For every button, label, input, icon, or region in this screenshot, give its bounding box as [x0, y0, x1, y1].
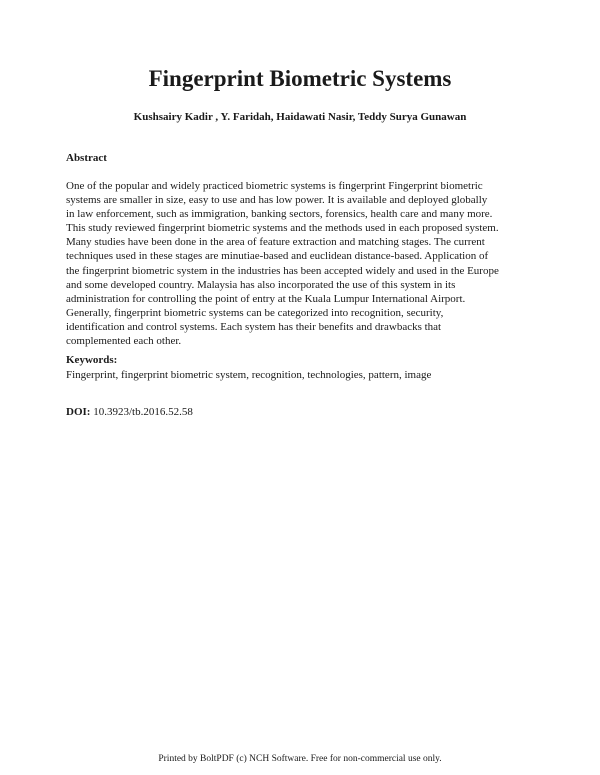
paper-title: Fingerprint Biometric Systems	[148, 66, 452, 91]
keywords-list: Fingerprint, fingerprint biometric system, recognition, technologies, pattern, image	[66, 369, 432, 381]
doi-label: DOI:	[66, 406, 91, 418]
abstract-body	[66, 179, 536, 348]
keywords-heading: Keywords:	[66, 354, 118, 366]
doi-value[interactable]: 10.3923/tb.2016.52.58	[93, 406, 193, 418]
print-footer: Printed by BoltPDF (c) NCH Software. Free for non-commercial use only.	[158, 754, 442, 764]
abstract-line: and some developed country. Malaysia has also incorporated the use of this system in its	[66, 278, 456, 291]
paper-authors: Kushsairy Kadir , Y. Faridah, Haidawati Nasir, Teddy Surya Gunawan	[133, 111, 467, 123]
abstract-line: in law enforcement, such as immigration, banking sectors, forensics, health care and many more.	[66, 208, 493, 221]
doi-line	[66, 406, 193, 418]
abstract-line: One of the popular and widely practiced biometric systems is fingerprint Fingerprint biometric	[66, 180, 483, 192]
abstract-line: techniques used in these stages are minutiae-based and euclidean distance-based. Application of	[66, 250, 489, 263]
abstract-line: systems are smaller in size, easy to use and has low power. It is available and deployed globally	[66, 194, 488, 207]
abstract-line: identification and control systems. Each system has their benefits and drawbacks that	[66, 320, 442, 333]
abstract-line: administration for controlling the point of entry at the Kuala Lumpur International Airport.	[66, 292, 466, 305]
abstract-line: Many studies have been done in the area of feature extraction and matching stages. The current	[66, 236, 485, 249]
abstract-line: the fingerprint biometric system in the industries has been accepted widely and used in the Europe	[66, 264, 499, 277]
abstract-line: complemented each other.	[66, 335, 182, 348]
abstract-line: Generally, fingerprint biometric systems can be categorized into recognition, security,	[66, 306, 444, 319]
abstract-heading: Abstract	[66, 152, 107, 164]
abstract-line: This study reviewed fingerprint biometric systems and the methods used in each proposed system.	[66, 222, 499, 235]
